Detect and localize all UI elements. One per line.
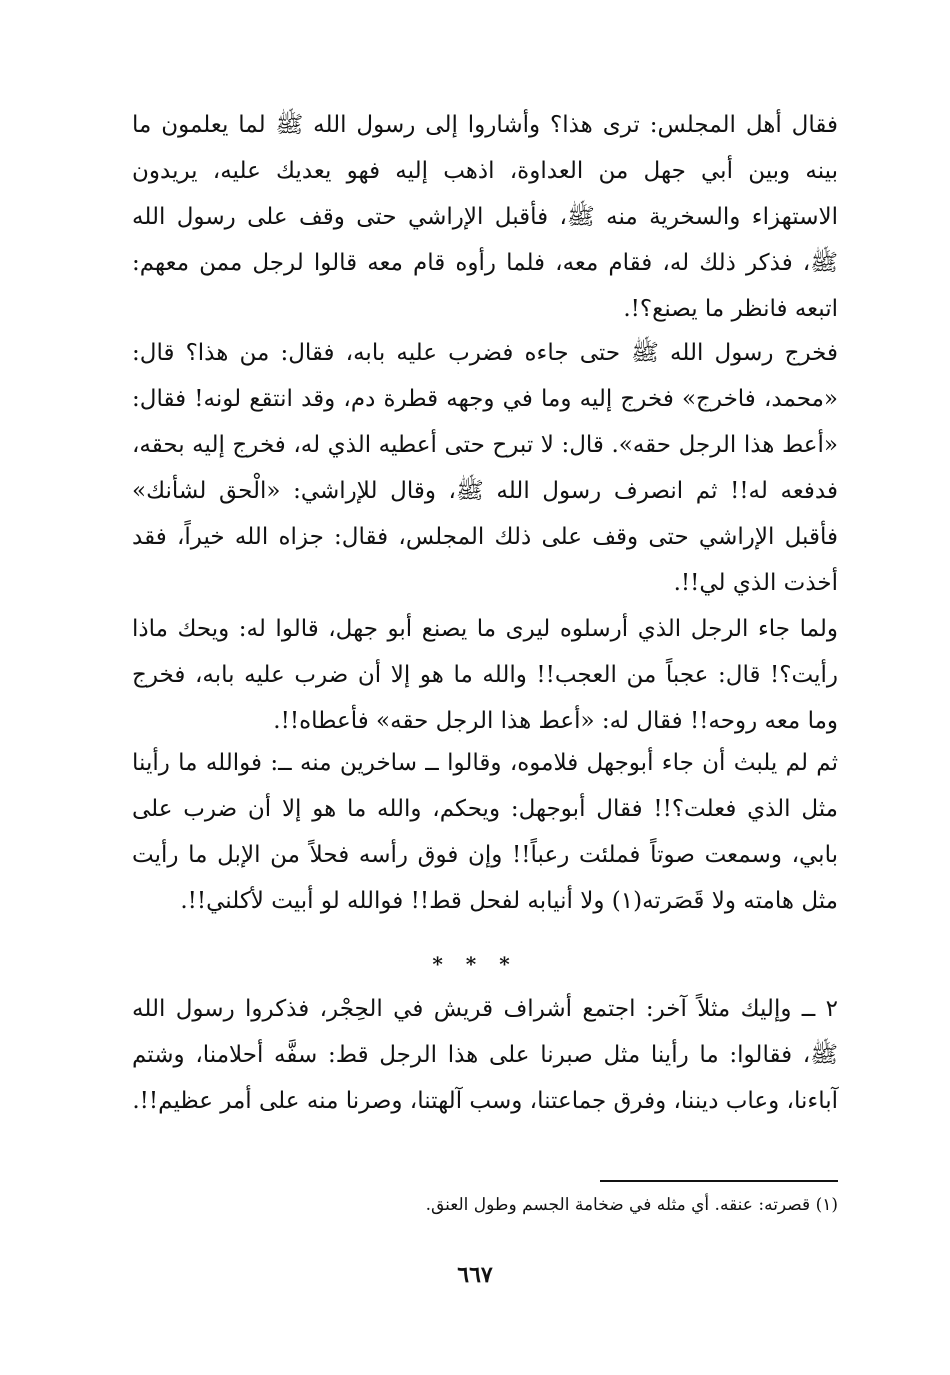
- paragraph-text: فخرج رسول الله ﷺ حتى جاءه فضرب عليه بابه، فقال: من هذا؟ قال: «محمد، فاخرج» فخرج إليه وما في وجهه قطرة دم، وقد انتقع لونه! فقال: «أعط هذا الرجل حقه». قال: لا تبرح حتى أعطيه الذي له، فخرج إليه بحقه، فدفعه له!! ثم انصرف رسول الله ﷺ، وقال للإراشي: «الْحق لشأنك» فأقبل الإراشي حتى وقف على ذلك المجلس، فقال: جزاه الله خيراً، فقد أخذت الذي لي!!.: [132, 340, 838, 596]
- footnote-divider: [600, 1180, 838, 1182]
- footnote: (١) قصرته: عنقه. أي مثله في ضخامة الجسم وطول العنق.: [425, 1195, 838, 1215]
- paragraph-text: ولما جاء الرجل الذي أرسلوه ليرى ما يصنع أبو جهل، قالوا له: ويحك ماذا رأيت؟! قال: عجباً من العجب!! والله ما هو إلا أن ضرب عليه بابه، فخرج وما معه روحه!! فقال له: «أعط هذا الرجل حقه» فأعطاه!!.: [132, 616, 838, 734]
- paragraph-2: [132, 330, 838, 606]
- paragraph-3: [132, 606, 838, 744]
- paragraph-1: [132, 102, 838, 332]
- paragraph-4: [132, 740, 838, 924]
- paragraph-text: ثم لم يلبث أن جاء أبوجهل فلاموه، وقالوا ــ ساخرين منه ــ: فوالله ما رأينا مثل الذي فعلت؟!! فقال أبوجهل: ويحكم، والله ما هو إلا أن ضرب على بابي، وسمعت صوتاً فملئت رعباً!! وإن فوق رأسه فحلاً من الإبل ما رأيت مثل هامته ولا قَصَرته(١) ولا أنيابه لفحل قط!! فوالله لو أبيت لأكلني!!.: [132, 750, 838, 914]
- section-separator: * * *: [432, 952, 518, 976]
- paragraph-text: ٢ ــ وإليك مثلاً آخر: اجتمع أشراف قريش في الحِجْر، فذكروا رسول الله ﷺ، فقالوا: ما رأينا مثل صبرنا على هذا الرجل قط: سفَّه أحلامنا، وشتم آباءنا، وعاب ديننا، وفرق جماعتنا، وسب آلهتنا، وصرنا منه على أمر عظيم!!.: [132, 996, 838, 1114]
- page-number: ٦٦٧: [457, 1262, 493, 1288]
- paragraph-5: [132, 986, 838, 1124]
- paragraph-text: فقال أهل المجلس: ترى هذا؟ وأشاروا إلى رسول الله ﷺ لما يعلمون ما بينه وبين أبي جهل من العداوة، اذهب إليه فهو يعديك عليه، يريدون الاستهزاء والسخرية منه ﷺ، فأقبل الإراشي حتى وقف على رسول الله ﷺ، فذكر ذلك له، فقام معه، فلما رأوه قام معه قالوا لرجل ممن معهم: اتبعه فانظر ما يصنع؟!.: [132, 112, 838, 322]
